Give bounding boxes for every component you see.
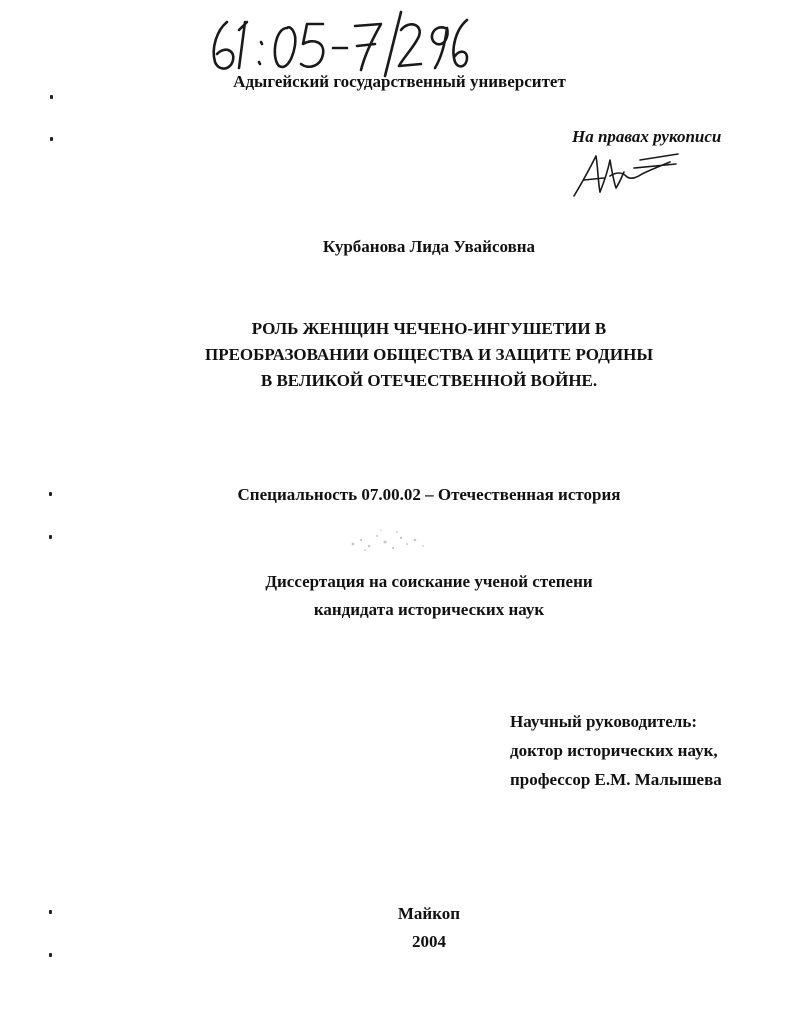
title-line-2: ПРЕОБРАЗОВАНИИ ОБЩЕСТВА И ЗАЩИТЕ РОДИНЫ: [204, 345, 654, 364]
margin-mark: [49, 535, 52, 539]
year: 2004: [412, 932, 446, 951]
author-name: Курбанова Лида Увайсовна: [322, 237, 536, 256]
scan-smudge: [335, 518, 450, 558]
university-name: Адыгейский государственный университет: [233, 72, 566, 91]
specialty: Специальность 07.00.02 – Отечественная история: [237, 485, 621, 504]
title-line-3: В ВЕЛИКОЙ ОТЕЧЕСТВЕННОЙ ВОЙНЕ.: [260, 371, 598, 390]
degree-line-1: Диссертация на соискание ученой степени: [265, 572, 593, 591]
supervisor-name: профессор Е.М. Малышева: [510, 770, 722, 789]
supervisor-label: Научный руководитель:: [510, 712, 697, 731]
degree-line-2: кандидата исторических наук: [313, 600, 545, 619]
margin-mark: [49, 953, 52, 957]
author-signature: [570, 148, 685, 200]
margin-mark: [49, 910, 52, 914]
title-line-1: РОЛЬ ЖЕНЩИН ЧЕЧЕНО-ИНГУШЕТИИ В: [251, 319, 607, 338]
city: Майкоп: [397, 904, 461, 923]
margin-mark: [49, 492, 52, 496]
place-and-year: [0, 900, 799, 956]
margin-mark: [50, 95, 53, 99]
dissertation-title: [0, 316, 799, 394]
supervisor-degree: доктор исторических наук,: [510, 741, 718, 760]
handwritten-archive-code: [205, 8, 470, 80]
margin-mark: [50, 137, 53, 141]
scientific-supervisor: [510, 707, 722, 794]
degree-statement: [0, 568, 799, 624]
manuscript-rights-note: На правах рукописи: [572, 127, 722, 146]
